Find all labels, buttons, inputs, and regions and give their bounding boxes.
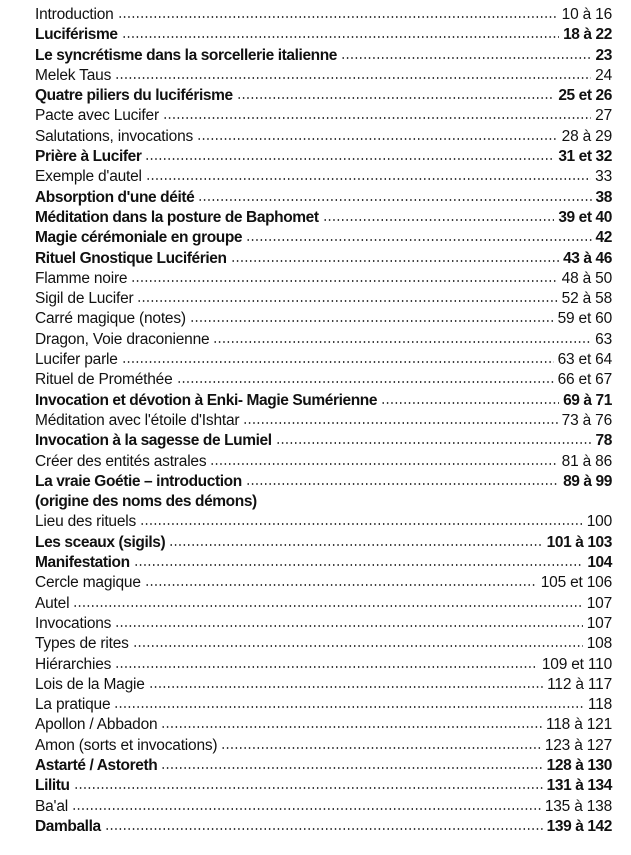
toc-entry: [35, 797, 612, 817]
toc-entry-title: Lois de la Magie: [35, 675, 145, 693]
toc-entry: [35, 350, 612, 370]
toc-entry-title: Hiérarchies: [35, 655, 112, 673]
dot-leader: [231, 260, 560, 262]
toc-entry-title: Créer des entités astrales: [35, 452, 207, 470]
toc-entry-title: Invocation à la sagesse de Lumiel: [35, 432, 272, 450]
toc-entry: [35, 533, 612, 553]
dot-leader: [261, 503, 608, 505]
toc-entry: [35, 736, 612, 756]
toc-entry: [35, 391, 612, 411]
toc-entry-pages: 112 à 117: [547, 675, 612, 693]
dot-leader: [323, 219, 555, 221]
dot-leader: [72, 808, 541, 810]
toc-entry: [35, 452, 612, 472]
toc-entry: [35, 330, 612, 350]
dot-leader: [134, 564, 584, 566]
toc-entry-title: Invocations: [35, 614, 112, 632]
toc-entry-pages: 38: [595, 188, 612, 206]
toc-entry-title: La vraie Goétie – introduction: [35, 472, 242, 490]
toc-entry: [35, 127, 612, 147]
toc-entry-pages: 42: [595, 229, 612, 247]
toc-entry: [35, 553, 612, 573]
toc-entry-pages: 24: [595, 66, 612, 84]
toc-entry-pages: 104: [587, 554, 612, 572]
dot-leader: [381, 402, 559, 404]
toc-entry-pages: 63: [595, 330, 612, 348]
toc-entry-pages: 108: [586, 635, 612, 653]
toc-entry: [35, 46, 612, 66]
dot-leader: [145, 584, 537, 586]
toc-entry: [35, 817, 612, 837]
toc-entry-title: Absorption d'une déité: [35, 188, 195, 206]
toc-entry-pages: 52 à 58: [561, 290, 612, 308]
toc-entry-pages: 27: [595, 107, 612, 125]
toc-entry-pages: 48 à 50: [561, 269, 612, 287]
toc-entry: [35, 715, 612, 735]
dot-leader: [118, 16, 558, 18]
dot-leader: [190, 320, 554, 322]
toc-entry: [35, 249, 612, 269]
dot-leader: [114, 706, 584, 708]
toc-entry-title: Ba'al: [35, 797, 68, 815]
toc-entry-pages: 100: [586, 513, 612, 531]
dot-leader: [210, 463, 557, 465]
dot-leader: [115, 666, 538, 668]
toc-entry-title: Flamme noire: [35, 269, 128, 287]
toc-entry: [35, 492, 612, 512]
toc-entry: [35, 573, 612, 593]
toc-entry-title: Rituel de Prométhée: [35, 371, 173, 389]
toc-entry: [35, 167, 612, 187]
toc-entry-title: Salutations, invocations: [35, 127, 194, 145]
toc-entry: [35, 289, 612, 309]
toc-entry-title: Quatre piliers du luciférisme: [35, 87, 233, 105]
dot-leader: [122, 36, 559, 38]
toc-entry-title: Magie cérémoniale en groupe: [35, 229, 243, 247]
table-of-contents: [35, 5, 612, 837]
toc-entry-pages: 109 et 110: [541, 655, 612, 673]
toc-entry-title: Lilitu: [35, 777, 70, 795]
toc-entry: [35, 208, 612, 228]
toc-entry: [35, 309, 612, 329]
toc-entry-pages: 123 à 127: [544, 736, 612, 754]
dot-leader: [276, 442, 592, 444]
toc-entry-title: Dragon, Voie draconienne: [35, 330, 210, 348]
toc-entry: [35, 756, 612, 776]
toc-entry-pages: 73 à 76: [561, 411, 612, 429]
dot-leader: [115, 625, 583, 627]
toc-entry-pages: 81 à 86: [561, 452, 612, 470]
toc-entry: [35, 66, 612, 86]
toc-entry-title: Astarté / Astoreth: [35, 756, 158, 774]
dot-leader: [341, 57, 592, 59]
toc-entry-title: Manifestation: [35, 554, 130, 572]
toc-entry-title: Pacte avec Lucifer: [35, 107, 159, 125]
toc-entry-title: Méditation avec l'étoile d'Ishtar: [35, 411, 240, 429]
toc-entry-title: Autel: [35, 594, 70, 612]
toc-entry-pages: 43 à 46: [563, 249, 612, 267]
toc-entry-pages: 39 et 40: [558, 208, 612, 226]
toc-entry-pages: 107: [586, 614, 612, 632]
dot-leader: [131, 280, 557, 282]
toc-entry: [35, 147, 612, 167]
toc-entry: [35, 370, 612, 390]
dot-leader: [145, 158, 554, 160]
toc-entry: [35, 675, 612, 695]
toc-entry: [35, 228, 612, 248]
dot-leader: [169, 544, 542, 546]
toc-entry: [35, 472, 612, 492]
toc-entry: [35, 25, 612, 45]
toc-entry-title: Lieu des rituels: [35, 513, 137, 531]
toc-entry-title: Introduction: [35, 6, 114, 23]
toc-entry-title: Le syncrétisme dans la sorcellerie italienne: [35, 46, 338, 64]
toc-entry-title: Luciférisme: [35, 26, 118, 44]
dot-leader: [149, 686, 543, 688]
toc-entry-pages: 128 à 130: [546, 756, 612, 774]
toc-entry: [35, 411, 612, 431]
toc-entry-title: Damballa: [35, 817, 101, 835]
toc-entry: [35, 188, 612, 208]
toc-entry: [35, 614, 612, 634]
toc-entry-pages: 78: [595, 432, 612, 450]
dot-leader: [198, 199, 591, 201]
toc-entry: [35, 269, 612, 289]
toc-entry-title: Prière à Lucifer: [35, 148, 142, 166]
dot-leader: [146, 178, 591, 180]
toc-entry-pages: 135 à 138: [544, 797, 612, 815]
toc-entry: [35, 86, 612, 106]
toc-entry-title: Méditation dans la posture de Baphomet: [35, 208, 319, 226]
toc-entry: [35, 431, 612, 451]
dot-leader: [133, 645, 583, 647]
toc-entry-title: Melek Taus: [35, 66, 112, 84]
toc-entry: [35, 695, 612, 715]
toc-entry-title: Carré magique (notes): [35, 310, 186, 328]
toc-entry-title: Apollon / Abbadon: [35, 716, 158, 734]
toc-entry-title: Cercle magique: [35, 574, 141, 592]
toc-entry: [35, 776, 612, 796]
dot-leader: [246, 483, 559, 485]
toc-entry-pages: 69 à 71: [563, 391, 612, 409]
dot-leader: [221, 747, 540, 749]
toc-entry-pages: 59 et 60: [557, 310, 612, 328]
toc-entry-pages: 66 et 67: [557, 371, 612, 389]
dot-leader: [105, 828, 543, 830]
toc-entry-pages: 31 et 32: [558, 148, 612, 166]
toc-entry: [35, 655, 612, 675]
toc-entry-title: Amon (sorts et invocations): [35, 736, 218, 754]
toc-entry-pages: 33: [595, 168, 612, 186]
toc-entry-pages: 23: [595, 46, 612, 64]
dot-leader: [197, 138, 558, 140]
toc-entry-pages: 18 à 22: [563, 26, 612, 44]
toc-entry-title: Sigil de Lucifer: [35, 290, 134, 308]
toc-entry: [35, 594, 612, 614]
dot-leader: [74, 787, 543, 789]
toc-entry-title: (origine des noms des démons): [35, 493, 257, 511]
dot-leader: [246, 239, 591, 241]
dot-leader: [163, 117, 591, 119]
toc-entry: [35, 634, 612, 654]
toc-entry-pages: 101 à 103: [546, 533, 612, 551]
dot-leader: [140, 523, 583, 525]
toc-entry-pages: 63 et 64: [557, 351, 612, 369]
toc-entry-pages: 28 à 29: [561, 127, 612, 145]
toc-entry: [35, 5, 612, 25]
toc-entry-pages: 105 et 106: [540, 574, 612, 592]
toc-entry-title: Lucifer parle: [35, 351, 118, 369]
toc-entry-pages: 10 à 16: [561, 6, 612, 23]
toc-entry-title: Les sceaux (sigils): [35, 533, 166, 551]
toc-entry: [35, 512, 612, 532]
dot-leader: [161, 726, 542, 728]
dot-leader: [122, 361, 554, 363]
toc-entry-title: Exemple d'autel: [35, 168, 142, 186]
toc-entry-pages: 118 à 121: [545, 716, 612, 734]
toc-entry-pages: 25 et 26: [558, 87, 612, 105]
dot-leader: [73, 605, 582, 607]
toc-entry-pages: 131 à 134: [546, 777, 612, 795]
toc-entry-pages: 89 à 99: [563, 472, 612, 490]
dot-leader: [243, 422, 557, 424]
toc-entry-pages: 118: [587, 696, 612, 714]
toc-entry-title: Types de rites: [35, 635, 129, 653]
toc-entry-title: Invocation et dévotion à Enki- Magie Sumérienne: [35, 391, 378, 409]
dot-leader: [161, 767, 542, 769]
dot-leader: [213, 341, 591, 343]
toc-entry-pages: 139 à 142: [546, 817, 612, 835]
toc-entry-pages: 107: [586, 594, 612, 612]
toc-entry: [35, 106, 612, 126]
toc-entry-title: Rituel Gnostique Luciférien: [35, 249, 227, 267]
dot-leader: [177, 381, 554, 383]
dot-leader: [137, 300, 557, 302]
toc-entry-title: La pratique: [35, 696, 111, 714]
dot-leader: [237, 97, 555, 99]
dot-leader: [115, 77, 591, 79]
